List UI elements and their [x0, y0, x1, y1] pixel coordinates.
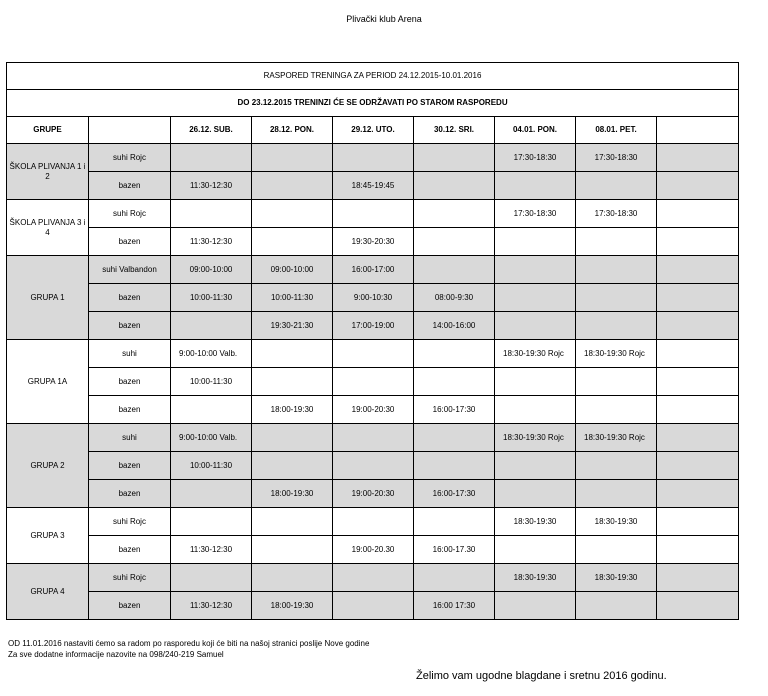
time-slot [333, 340, 414, 368]
time-slot: 11:30-12:30 [171, 228, 252, 256]
schedule-row [7, 452, 739, 480]
time-slot: 18:30-19:30 [495, 564, 576, 592]
time-slot [333, 592, 414, 620]
header-day: 26.12. SUB. [171, 117, 252, 144]
time-slot [171, 200, 252, 228]
time-slot [414, 564, 495, 592]
time-slot [495, 172, 576, 200]
schedule-row [7, 256, 739, 284]
time-slot: 17:30-18:30 [576, 144, 657, 172]
time-slot [333, 200, 414, 228]
time-slot [495, 368, 576, 396]
header-day: 29.12. UTO. [333, 117, 414, 144]
schedule-row [7, 200, 739, 228]
time-slot [576, 256, 657, 284]
schedule-row [7, 536, 739, 564]
time-slot: 18:30-19:30 [576, 508, 657, 536]
time-slot: 10:00-11:30 [171, 284, 252, 312]
group-name: ŠKOLA PLIVANJA 1 i 2 [7, 144, 89, 200]
time-slot: 18:30-19:30 Rojc [576, 424, 657, 452]
header-blank [657, 117, 739, 144]
schedule-row [7, 284, 739, 312]
time-slot: 19:00-20:30 [333, 480, 414, 508]
time-slot [657, 396, 739, 424]
time-slot [414, 424, 495, 452]
schedule-row [7, 480, 739, 508]
time-slot: 16:00-17:00 [333, 256, 414, 284]
time-slot [414, 452, 495, 480]
time-slot [657, 200, 739, 228]
time-slot [252, 452, 333, 480]
time-slot: 17:30-18:30 [495, 200, 576, 228]
time-slot [657, 144, 739, 172]
time-slot [576, 284, 657, 312]
training-type: suhi Rojc [89, 144, 171, 172]
time-slot [171, 396, 252, 424]
time-slot [252, 564, 333, 592]
footnote-line: OD 11.01.2016 nastaviti ćemo sa radom po rasporedu koji će biti na našoj stranici poslije Nove godine [8, 639, 370, 648]
time-slot: 19:00-20:30 [333, 396, 414, 424]
time-slot [333, 368, 414, 396]
time-slot: 18:00-19:30 [252, 480, 333, 508]
time-slot [252, 340, 333, 368]
time-slot [576, 396, 657, 424]
schedule-row [7, 396, 739, 424]
club-name: Plivački klub Arena [346, 14, 422, 24]
footnote-line: Za sve dodatne informacije nazovite na 098/240-219 Samuel [8, 650, 224, 659]
time-slot [657, 480, 739, 508]
training-type: bazen [89, 536, 171, 564]
time-slot [657, 284, 739, 312]
time-slot [657, 312, 739, 340]
training-type: bazen [89, 480, 171, 508]
training-type: bazen [89, 172, 171, 200]
time-slot [252, 508, 333, 536]
time-slot: 19:00-20.30 [333, 536, 414, 564]
time-slot: 19:30-20:30 [333, 228, 414, 256]
schedule-row [7, 592, 739, 620]
time-slot: 10:00-11:30 [252, 284, 333, 312]
footnote [8, 638, 369, 660]
time-slot [657, 536, 739, 564]
time-slot [333, 452, 414, 480]
group-name: GRUPA 4 [7, 564, 89, 620]
time-slot [495, 480, 576, 508]
time-slot: 18:00-19:30 [252, 592, 333, 620]
time-slot: 11:30-12:30 [171, 592, 252, 620]
time-slot [252, 228, 333, 256]
time-slot: 16:00 17:30 [414, 592, 495, 620]
time-slot [657, 564, 739, 592]
time-slot [495, 228, 576, 256]
time-slot [333, 424, 414, 452]
group-name: GRUPA 1A [7, 340, 89, 424]
time-slot: 19:30-21:30 [252, 312, 333, 340]
training-type: bazen [89, 592, 171, 620]
time-slot [252, 536, 333, 564]
schedule-title: RASPORED TRENINGA ZA PERIOD 24.12.2015-10.01.2016 [7, 63, 739, 90]
header-blank [89, 117, 171, 144]
time-slot [657, 424, 739, 452]
schedule-row [7, 228, 739, 256]
time-slot [576, 592, 657, 620]
header-day: 08.01. PET. [576, 117, 657, 144]
header-day: 28.12. PON. [252, 117, 333, 144]
time-slot [657, 340, 739, 368]
time-slot [576, 368, 657, 396]
time-slot [495, 284, 576, 312]
time-slot: 9:00-10:30 [333, 284, 414, 312]
time-slot: 16:00-17:30 [414, 396, 495, 424]
time-slot: 10:00-11:30 [171, 452, 252, 480]
time-slot: 16:00-17:30 [414, 480, 495, 508]
time-slot [657, 368, 739, 396]
schedule-row [7, 508, 739, 536]
time-slot: 09:00-10:00 [171, 256, 252, 284]
training-type: bazen [89, 284, 171, 312]
time-slot: 11:30-12:30 [171, 172, 252, 200]
time-slot [657, 452, 739, 480]
training-type: suhi [89, 424, 171, 452]
training-type: bazen [89, 368, 171, 396]
training-type: bazen [89, 228, 171, 256]
time-slot: 11:30-12:30 [171, 536, 252, 564]
time-slot [333, 508, 414, 536]
header-day: 30.12. SRI. [414, 117, 495, 144]
training-type: bazen [89, 396, 171, 424]
training-type: suhi Rojc [89, 200, 171, 228]
schedule-row [7, 368, 739, 396]
schedule-row [7, 144, 739, 172]
schedule-row [7, 340, 739, 368]
time-slot: 09:00-10:00 [252, 256, 333, 284]
time-slot: 17:00-19:00 [333, 312, 414, 340]
group-name: GRUPA 2 [7, 424, 89, 508]
time-slot: 17:30-18:30 [576, 200, 657, 228]
time-slot: 17:30-18:30 [495, 144, 576, 172]
training-type: suhi Rojc [89, 564, 171, 592]
time-slot: 14:00-16:00 [414, 312, 495, 340]
time-slot: 16:00-17.30 [414, 536, 495, 564]
time-slot [495, 452, 576, 480]
time-slot: 9:00-10:00 Valb. [171, 340, 252, 368]
training-type: suhi [89, 340, 171, 368]
time-slot [576, 172, 657, 200]
time-slot [333, 144, 414, 172]
time-slot [414, 200, 495, 228]
group-name: GRUPA 3 [7, 508, 89, 564]
time-slot [657, 256, 739, 284]
time-slot [576, 480, 657, 508]
time-slot: 18:30-19:30 [495, 508, 576, 536]
time-slot: 18:00-19:30 [252, 396, 333, 424]
header-groups: GRUPE [7, 117, 89, 144]
training-type: bazen [89, 312, 171, 340]
time-slot [657, 508, 739, 536]
time-slot [171, 144, 252, 172]
training-schedule-table [6, 62, 739, 620]
time-slot: 9:00-10:00 Valb. [171, 424, 252, 452]
time-slot [252, 172, 333, 200]
time-slot [657, 172, 739, 200]
training-type: bazen [89, 452, 171, 480]
training-type: suhi Valbandon [89, 256, 171, 284]
time-slot [252, 200, 333, 228]
time-slot [576, 452, 657, 480]
time-slot [576, 312, 657, 340]
time-slot [495, 256, 576, 284]
time-slot [171, 312, 252, 340]
schedule-row [7, 312, 739, 340]
time-slot [495, 396, 576, 424]
time-slot [414, 256, 495, 284]
time-slot [171, 508, 252, 536]
time-slot [171, 480, 252, 508]
time-slot: 18:45-19:45 [333, 172, 414, 200]
time-slot [576, 536, 657, 564]
schedule-row [7, 564, 739, 592]
time-slot [252, 144, 333, 172]
time-slot [657, 592, 739, 620]
time-slot [333, 564, 414, 592]
group-name: ŠKOLA PLIVANJA 3 i 4 [7, 200, 89, 256]
time-slot [171, 564, 252, 592]
time-slot [576, 228, 657, 256]
time-slot [414, 228, 495, 256]
time-slot [414, 368, 495, 396]
time-slot [495, 592, 576, 620]
time-slot: 18:30-19:30 Rojc [495, 340, 576, 368]
training-type: suhi Rojc [89, 508, 171, 536]
schedule-row [7, 172, 739, 200]
time-slot [495, 536, 576, 564]
time-slot [414, 340, 495, 368]
time-slot: 10:00-11:30 [171, 368, 252, 396]
time-slot [414, 172, 495, 200]
time-slot [414, 508, 495, 536]
time-slot [414, 144, 495, 172]
schedule-row [7, 424, 739, 452]
time-slot [657, 228, 739, 256]
time-slot [252, 424, 333, 452]
time-slot: 08:00-9:30 [414, 284, 495, 312]
time-slot [495, 312, 576, 340]
schedule-notice: DO 23.12.2015 TRENINZI ĆE SE ODRŽAVATI PO STAROM RASPOREDU [7, 90, 739, 117]
group-name: GRUPA 1 [7, 256, 89, 340]
time-slot [252, 368, 333, 396]
header-day: 04.01. PON. [495, 117, 576, 144]
time-slot: 18:30-19:30 [576, 564, 657, 592]
holiday-greeting: Želimo vam ugodne blagdane i sretnu 2016 godinu. [416, 670, 667, 682]
time-slot: 18:30-19:30 Rojc [495, 424, 576, 452]
time-slot: 18:30-19:30 Rojc [576, 340, 657, 368]
